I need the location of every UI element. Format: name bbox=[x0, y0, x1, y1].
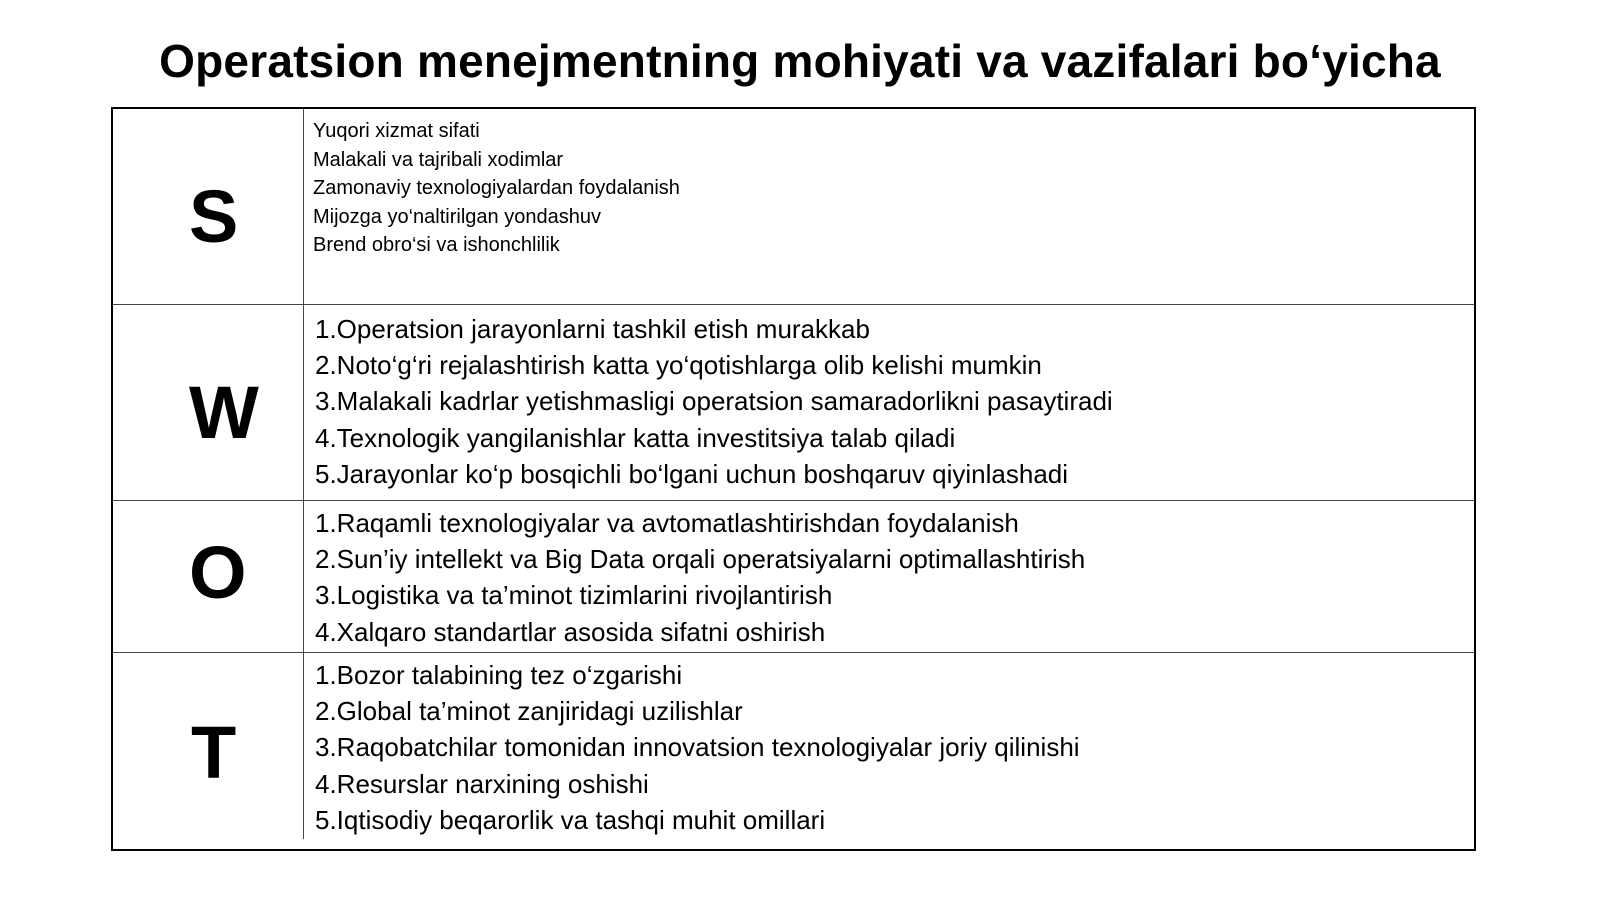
page-title: Operatsion menejmentning mohiyati va vazifalari bo‘yicha bbox=[159, 35, 1441, 87]
swot-letter-w: W bbox=[189, 371, 259, 454]
list-item: 3.Raqobatchilar tomonidan innovatsion texnologiyalar joriy qilinishi bbox=[315, 732, 1080, 763]
list-item: Malakali va tajribali xodimlar bbox=[313, 148, 564, 171]
swot-row-strengths bbox=[113, 109, 1474, 305]
list-item: 1.Raqamli texnologiyalar va avtomatlashtirishdan foydalanish bbox=[315, 508, 1019, 538]
list-item: 4.Xalqaro standartlar asosida sifatni oshirish bbox=[315, 616, 826, 647]
list-item: Brend obro‘si va ishonchlilik bbox=[313, 234, 560, 256]
swot-row-threats bbox=[113, 653, 1474, 851]
list-item: 1.Bozor talabining tez o‘zgarishi bbox=[315, 660, 683, 690]
swot-letter-t: T bbox=[191, 711, 237, 794]
list-item: 4.Texnologik yangilanishlar katta investitsiya talab qiladi bbox=[315, 422, 956, 453]
swot-letter-s: S bbox=[189, 175, 239, 258]
list-item: 3.Logistika va ta’minot tizimlarini rivojlantirish bbox=[315, 580, 833, 611]
list-item: 5.Jarayonlar ko‘p bosqichli bo‘lgani uchun boshqaruv qiyinlashadi bbox=[315, 458, 1069, 489]
list-item: 3.Malakali kadrlar yetishmasligi operatsion samaradorlikni pasaytiradi bbox=[315, 386, 1113, 417]
list-item: Mijozga yo‘naltirilgan yondashuv bbox=[313, 205, 601, 228]
list-item: 1.Operatsion jarayonlarni tashkil etish murakkab bbox=[315, 314, 870, 344]
strengths-list bbox=[313, 117, 680, 260]
swot-table bbox=[111, 107, 1476, 851]
list-item: Yuqori xizmat sifati bbox=[313, 120, 480, 142]
list-item: 4.Resurslar narxining oshishi bbox=[315, 768, 649, 799]
list-item: 2.Sun’iy intellekt va Big Data orqali operatsiyalarni optimallashtirish bbox=[315, 544, 1086, 575]
opportunities-list bbox=[315, 505, 1085, 650]
list-item: Zamonaviy texnologiyalardan foydalanish bbox=[313, 177, 680, 199]
swot-letter-o: O bbox=[189, 531, 247, 614]
swot-row-opportunities bbox=[113, 501, 1474, 653]
swot-row-weaknesses bbox=[113, 305, 1474, 501]
weaknesses-list bbox=[315, 311, 1113, 492]
list-item: 5.Iqtisodiy beqarorlik va tashqi muhit omillari bbox=[315, 804, 826, 835]
list-item: 2.Global ta’minot zanjiridagi uzilishlar bbox=[315, 696, 743, 727]
threats-list bbox=[315, 657, 1080, 838]
list-item: 2.Noto‘g‘ri rejalashtirish katta yo‘qotishlarga olib kelishi mumkin bbox=[315, 350, 1042, 381]
